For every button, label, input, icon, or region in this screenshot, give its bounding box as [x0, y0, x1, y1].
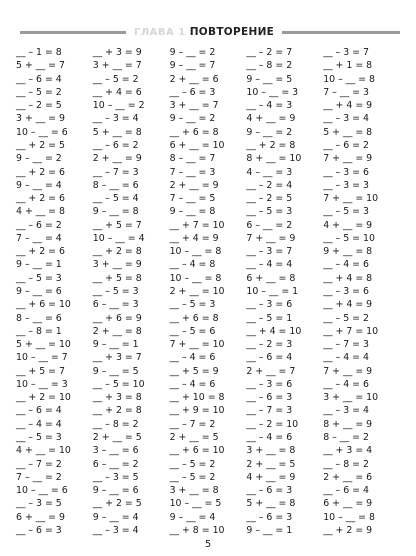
exercise-item: __ – 7 = 2 [169, 418, 216, 430]
exercise-item: __ – 4 = 4 [16, 418, 62, 430]
exercise-item: 8 – __ = 2 [323, 431, 369, 443]
exercise-item: 3 + __ = 8 [169, 485, 219, 497]
exercise-item: 6 – __ = 2 [92, 458, 139, 470]
exercise-item: 3 + __ = 9 [92, 259, 142, 271]
exercise-item: 10 – __ = 8 [323, 511, 375, 523]
exercise-item: 10 – __ = 1 [246, 285, 299, 297]
exercise-item: 3 – __ = 6 [92, 445, 139, 457]
exercise-item: 7 + __ = 9 [246, 232, 296, 244]
exercise-item: __ + 3 = 7 [92, 352, 142, 364]
exercise-item: 8 + __ = 10 [246, 153, 302, 165]
exercise-item: __ – 3 = 6 [246, 299, 293, 311]
exercise-item: __ – 2 = 4 [246, 179, 293, 191]
page-number: 5 [204, 539, 212, 550]
exercise-item: __ – 7 = 3 [92, 166, 139, 178]
exercise-item: __ – 2 = 5 [16, 100, 62, 112]
exercise-item: __ – 5 = 2 [169, 471, 216, 483]
exercise-item: 4 – __ = 3 [246, 166, 293, 178]
exercise-item: __ – 8 = 2 [246, 60, 293, 72]
exercise-item: 9 – __ = 2 [169, 113, 216, 125]
exercise-item: 4 + __ = 10 [16, 445, 71, 457]
exercise-item: 9 – __ = 6 [16, 285, 62, 297]
exercise-item: __ – 4 = 6 [169, 352, 216, 364]
exercise-item: 5 + __ = 8 [323, 126, 373, 138]
exercise-item: 10 – __ = 3 [246, 86, 299, 98]
exercise-item: __ + 9 = 10 [169, 405, 225, 417]
exercise-item: 4 + __ = 8 [16, 206, 65, 218]
exercise-item: __ – 3 = 5 [16, 498, 62, 510]
exercise-item: 5 + __ = 10 [16, 339, 71, 351]
exercise-item: 5 + __ = 7 [16, 60, 65, 72]
exercise-item: __ + 2 = 5 [16, 140, 65, 152]
exercise-item: __ – 4 = 6 [323, 378, 369, 390]
exercise-item: __ + 5 = 8 [92, 272, 142, 284]
exercise-item: __ – 6 = 3 [16, 524, 62, 536]
exercise-item: 3 + __ = 7 [169, 100, 219, 112]
exercise-item: 2 + __ = 8 [92, 325, 142, 337]
exercise-item: 2 + __ = 5 [246, 458, 296, 470]
exercise-item: __ + 1 = 8 [323, 60, 373, 72]
exercise-item: __ – 2 = 3 [246, 339, 293, 351]
exercise-item: __ + 4 = 9 [323, 299, 373, 311]
exercise-item: __ + 4 = 9 [169, 232, 219, 244]
exercise-item: __ – 2 = 7 [246, 47, 293, 59]
exercise-item: __ – 3 = 4 [323, 405, 369, 417]
exercise-item: __ – 3 = 7 [246, 246, 293, 258]
exercise-item: __ – 6 = 3 [246, 392, 293, 404]
exercise-item: __ + 2 = 6 [16, 193, 65, 205]
exercise-item: __ – 6 = 3 [246, 485, 293, 497]
exercise-item: __ – 3 = 6 [323, 285, 369, 297]
exercise-item: 6 + __ = 8 [246, 272, 296, 284]
exercise-item: 2 + __ = 7 [246, 365, 296, 377]
exercise-item: 2 + __ = 5 [169, 431, 219, 443]
exercise-item: __ – 8 = 2 [92, 418, 139, 430]
exercise-column [319, 46, 396, 537]
exercise-item: 10 – __ = 4 [92, 232, 145, 244]
exercise-item: 6 – __ = 3 [92, 299, 139, 311]
exercise-item: __ – 3 = 4 [92, 524, 139, 536]
page-title: ПОВТОРЕНИЕ [189, 26, 275, 38]
exercise-item: 7 – __ = 4 [16, 232, 62, 244]
exercise-item: __ – 6 = 3 [246, 511, 293, 523]
exercise-item: __ + 3 = 9 [92, 47, 142, 59]
exercise-item: __ – 5 = 2 [16, 86, 62, 98]
exercise-item: __ + 10 = 8 [169, 392, 225, 404]
exercise-item: 8 – __ = 6 [16, 312, 62, 324]
exercise-item: __ – 5 = 3 [16, 431, 62, 443]
exercise-item: 10 – __ = 7 [16, 352, 68, 364]
exercise-item: __ + 2 = 6 [16, 246, 65, 258]
exercise-item: __ + 5 = 7 [16, 365, 65, 377]
exercise-item: __ – 5 = 3 [246, 206, 293, 218]
exercise-item: 7 + __ = 9 [323, 153, 373, 165]
exercise-item: __ – 5 = 3 [169, 299, 216, 311]
exercise-item: __ – 6 = 4 [16, 405, 62, 417]
exercise-item: 9 – __ = 1 [16, 259, 62, 271]
exercise-item: __ – 8 = 2 [323, 458, 369, 470]
exercise-item: __ + 5 = 9 [169, 365, 219, 377]
exercise-item: __ – 3 = 5 [92, 471, 139, 483]
exercise-item: 7 + __ = 9 [323, 365, 373, 377]
exercise-item: 2 + __ = 5 [92, 431, 142, 443]
exercise-item: 10 – __ = 2 [92, 100, 145, 112]
exercise-item: __ + 3 = 8 [92, 392, 142, 404]
exercise-item: 9 – __ = 5 [92, 365, 139, 377]
exercise-item: __ + 2 = 9 [323, 524, 373, 536]
exercise-item: __ – 4 = 6 [169, 378, 216, 390]
exercise-item: __ – 5 = 2 [323, 312, 369, 324]
exercise-item: __ – 1 = 8 [16, 47, 62, 59]
exercise-item: __ + 3 = 4 [323, 445, 373, 457]
exercise-item: __ + 2 = 6 [16, 166, 65, 178]
exercise-item: 3 + __ = 10 [323, 392, 379, 404]
exercise-item: 10 – __ = 3 [16, 378, 68, 390]
exercise-item: __ + 6 = 8 [169, 312, 219, 324]
exercise-item: __ – 5 = 4 [92, 193, 139, 205]
exercise-item: __ – 7 = 2 [16, 458, 62, 470]
exercise-item: __ – 7 = 3 [323, 339, 369, 351]
exercise-item: __ – 6 = 2 [16, 219, 62, 231]
exercise-column [242, 46, 319, 537]
exercise-item: __ – 6 = 4 [16, 73, 62, 85]
exercise-item: 5 + __ = 8 [92, 126, 142, 138]
exercise-item: 2 + __ = 6 [169, 73, 219, 85]
exercise-item: 9 – __ = 6 [92, 485, 139, 497]
exercise-item: 6 + __ = 9 [323, 498, 373, 510]
exercise-item: __ – 5 = 6 [169, 325, 216, 337]
exercise-item: 9 – __ = 4 [169, 511, 216, 523]
exercise-item: 10 – __ = 6 [16, 126, 68, 138]
exercise-item: 8 – __ = 7 [169, 153, 216, 165]
exercise-item: __ + 7 = 10 [323, 325, 379, 337]
exercise-item: __ – 5 = 10 [323, 232, 375, 244]
exercise-item: 9 – __ = 4 [92, 511, 139, 523]
exercise-item: __ – 4 = 8 [169, 259, 216, 271]
exercise-item: __ – 3 = 4 [92, 113, 139, 125]
exercise-item: __ – 5 = 2 [92, 73, 139, 85]
exercise-column [166, 46, 243, 537]
exercise-item: __ – 5 = 10 [92, 378, 145, 390]
exercise-item: 7 – __ = 3 [323, 86, 369, 98]
exercise-item: __ + 2 = 5 [92, 498, 142, 510]
exercise-item: __ + 6 = 10 [169, 445, 225, 457]
exercise-item: __ – 5 = 1 [246, 312, 293, 324]
exercise-item: __ – 4 = 3 [246, 100, 293, 112]
exercise-item: __ + 6 = 9 [92, 312, 142, 324]
exercise-item: 7 + __ = 10 [169, 339, 225, 351]
exercise-item: __ + 4 = 8 [323, 272, 373, 284]
chapter-label: ГЛАВА 1 [134, 26, 186, 38]
header-tab [126, 22, 282, 42]
exercise-item: __ – 6 = 4 [246, 352, 293, 364]
exercise-item: __ – 4 = 6 [323, 259, 369, 271]
exercise-item: 4 + __ = 9 [246, 471, 296, 483]
exercise-item: 5 + __ = 8 [246, 498, 296, 510]
exercise-item: 6 + __ = 10 [169, 140, 225, 152]
exercise-item: __ – 6 = 2 [323, 140, 369, 152]
exercise-item: __ + 2 = 8 [92, 246, 142, 258]
exercise-item: 7 – __ = 3 [169, 166, 216, 178]
exercise-column [12, 46, 89, 537]
exercise-item: 9 – __ = 4 [16, 179, 62, 191]
exercise-item: __ + 8 = 10 [169, 524, 225, 536]
exercise-item: __ + 6 = 10 [16, 299, 71, 311]
exercise-item: __ – 4 = 4 [246, 259, 293, 271]
exercise-item: 7 – __ = 2 [16, 471, 62, 483]
exercise-item: __ – 5 = 3 [16, 272, 62, 284]
exercise-item: __ + 4 = 10 [246, 325, 302, 337]
exercise-item: 2 + __ = 6 [323, 471, 373, 483]
exercise-item: 3 + __ = 9 [16, 113, 65, 125]
exercise-item: 9 – __ = 2 [246, 126, 293, 138]
exercise-item: 3 + __ = 7 [92, 60, 142, 72]
exercise-item: __ + 5 = 7 [92, 219, 142, 231]
exercise-item: __ – 3 = 7 [323, 47, 369, 59]
page-header [0, 22, 416, 44]
exercise-item: __ + 6 = 8 [169, 126, 219, 138]
exercise-item: 8 + __ = 9 [323, 418, 373, 430]
exercise-item: 3 + __ = 8 [246, 445, 296, 457]
exercise-item: __ – 6 = 3 [169, 86, 216, 98]
exercise-item: __ + 2 = 8 [246, 140, 296, 152]
exercise-item: 9 + __ = 8 [323, 246, 373, 258]
exercise-item: 4 + __ = 9 [323, 219, 373, 231]
exercise-item: __ – 3 = 6 [246, 378, 293, 390]
exercise-item: __ – 7 = 3 [246, 405, 293, 417]
exercise-item: __ – 3 = 4 [323, 113, 369, 125]
exercise-item: __ – 2 = 5 [246, 193, 293, 205]
exercise-item: __ + 4 = 9 [323, 100, 373, 112]
exercise-item: 4 + __ = 9 [246, 113, 296, 125]
exercise-item: 10 – __ = 6 [16, 485, 68, 497]
exercise-item: 7 – __ = 5 [169, 193, 216, 205]
exercise-item: 6 + __ = 9 [16, 511, 65, 523]
exercise-item: 2 + __ = 10 [169, 285, 225, 297]
exercise-item: __ – 3 = 6 [323, 166, 369, 178]
exercise-item: 9 – __ = 7 [169, 60, 216, 72]
exercise-item: 10 – __ = 8 [169, 272, 222, 284]
exercise-item: __ + 7 = 10 [169, 219, 225, 231]
exercise-item: __ – 8 = 1 [16, 325, 62, 337]
exercise-item: __ – 5 = 3 [323, 206, 369, 218]
exercise-item: 9 – __ = 1 [246, 524, 293, 536]
exercise-item: 10 – __ = 5 [169, 498, 222, 510]
exercise-item: __ – 5 = 2 [169, 458, 216, 470]
exercise-item: __ – 6 = 4 [323, 485, 369, 497]
exercise-item: __ + 4 = 6 [92, 86, 142, 98]
exercise-item: __ – 4 = 4 [323, 352, 369, 364]
exercise-item: 9 – __ = 2 [16, 153, 62, 165]
exercise-item: 2 + __ = 9 [92, 153, 142, 165]
exercise-grid [12, 46, 396, 537]
exercise-item: __ – 4 = 6 [246, 431, 293, 443]
exercise-item: 9 – __ = 8 [92, 206, 139, 218]
exercise-item: 7 + __ = 10 [323, 193, 379, 205]
exercise-item: __ – 6 = 2 [92, 140, 139, 152]
exercise-item: __ – 5 = 3 [92, 285, 139, 297]
exercise-column [89, 46, 166, 537]
exercise-item: __ + 2 = 8 [92, 405, 142, 417]
exercise-item: __ + 2 = 10 [16, 392, 71, 404]
exercise-item: __ – 2 = 10 [246, 418, 299, 430]
exercise-item: 6 – __ = 2 [246, 219, 293, 231]
exercise-item: 9 – __ = 1 [92, 339, 139, 351]
exercise-item: 10 – __ = 8 [169, 246, 222, 258]
exercise-item: 2 + __ = 9 [169, 179, 219, 191]
exercise-item: 10 – __ = 8 [323, 73, 375, 85]
exercise-item: 9 – __ = 8 [169, 206, 216, 218]
exercise-item: 8 – __ = 6 [92, 179, 139, 191]
exercise-item: __ – 3 = 3 [323, 179, 369, 191]
exercise-item: 9 – __ = 2 [169, 47, 216, 59]
exercise-item: 9 – __ = 5 [246, 73, 293, 85]
